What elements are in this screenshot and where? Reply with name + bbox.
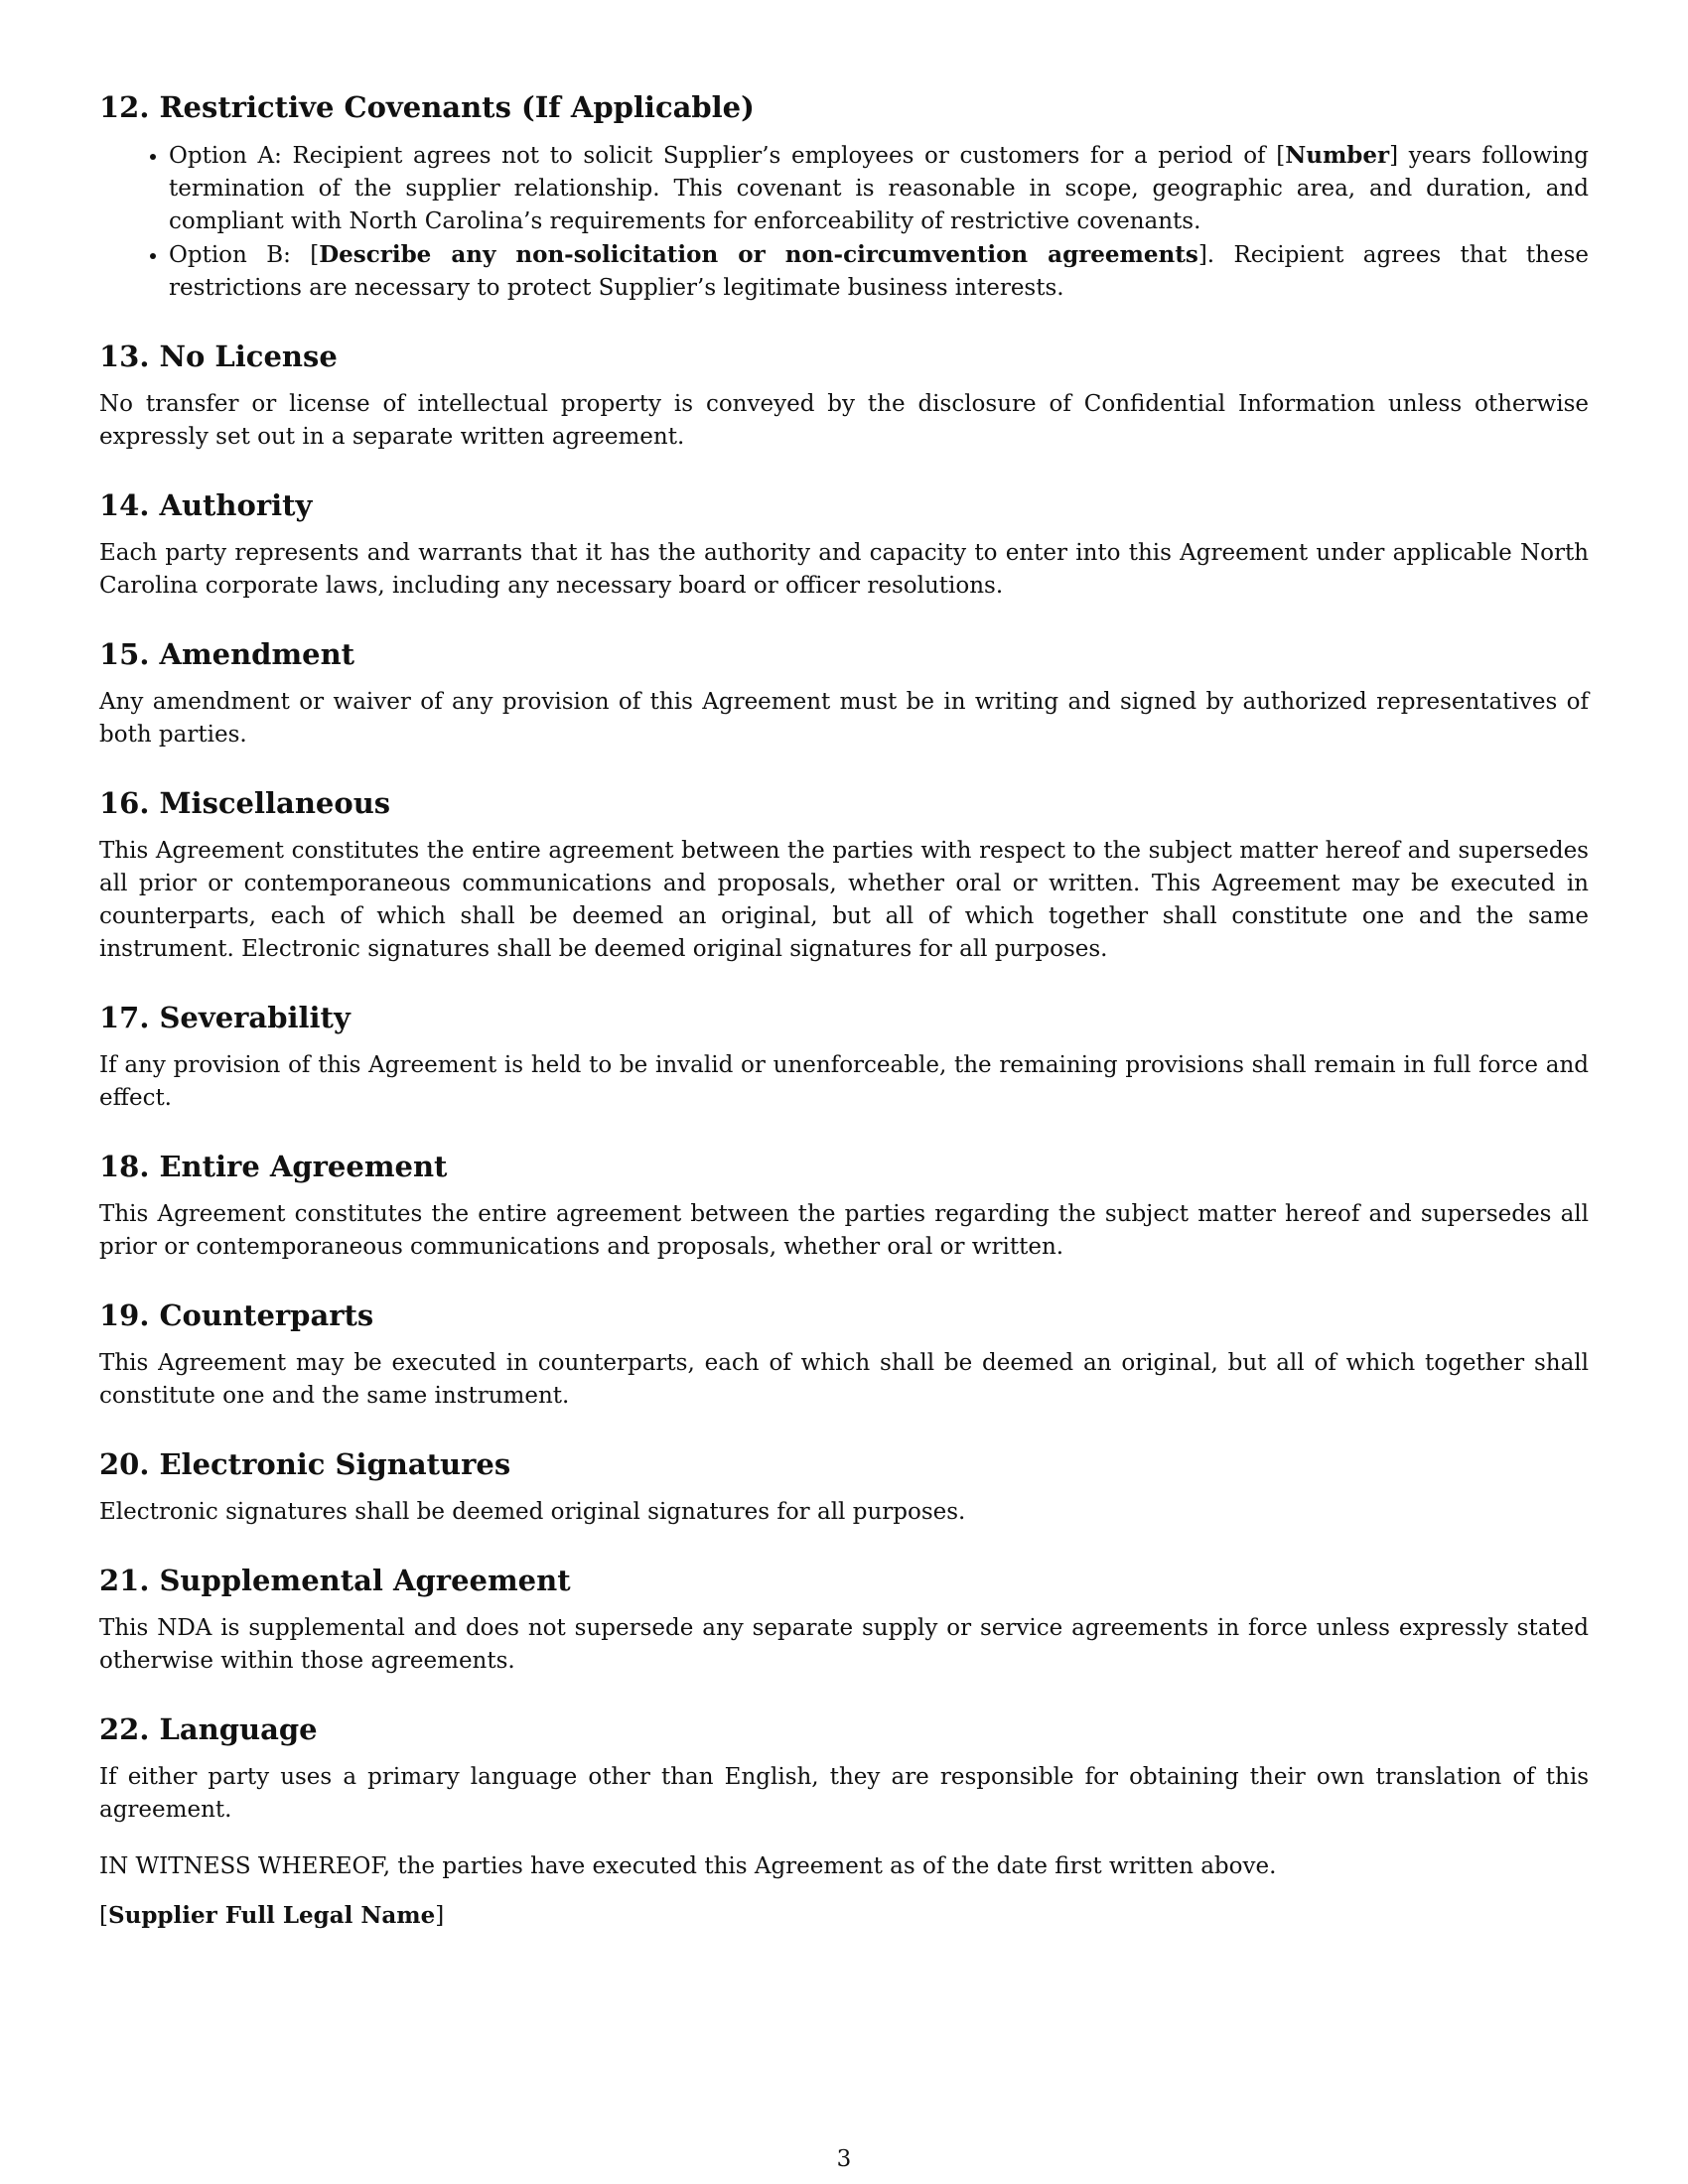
- section-body: Any amendment or waiver of any provision of this Agreement must be in writing and signed by authorized representatives of both parties.: [99, 689, 1589, 748]
- section-body: Electronic signatures shall be deemed original signatures for all purposes.: [99, 1499, 966, 1525]
- section-heading: 16. Miscellaneous: [99, 786, 391, 820]
- document-page: [99, 87, 1589, 1933]
- section-body: Each party represents and warrants that it has the authority and capacity to enter into this Agreement under applicable North Carolina corporate laws, including any necessary board or officer resolutions.: [99, 540, 1589, 599]
- section-17: [99, 998, 1589, 1115]
- section-heading: 22. Language: [99, 1712, 318, 1746]
- section-20: [99, 1444, 1589, 1529]
- section-body: This Agreement constitutes the entire agreement between the parties with respect to the subject matter hereof and supersedes all prior or contemporaneous communications and proposals, whether oral or written. This Agreement may be executed in counterparts, each of which shall be deemed an original, but all of which together shall constitute one and the same instrument. Electronic signatures shall be deemed original signatures for all purposes.: [99, 838, 1589, 962]
- page-number: 3: [836, 2146, 852, 2172]
- section-22: [99, 1709, 1589, 1827]
- section-body: This Agreement may be executed in counterparts, each of which shall be deemed an original, but all of which together shall constitute one and the same instrument.: [99, 1350, 1589, 1409]
- section-heading: 12. Restrictive Covenants (If Applicable): [99, 90, 755, 124]
- section-heading: 14. Authority: [99, 488, 313, 522]
- section-heading: 15. Amendment: [99, 637, 355, 671]
- section-heading: 17. Severability: [99, 1001, 351, 1034]
- section-12: [99, 87, 1589, 305]
- witness-clause: IN WITNESS WHEREOF, the parties have executed this Agreement as of the date first written above.: [99, 1853, 1277, 1879]
- section-body: If either party uses a primary language other than English, they are responsible for obtaining their own translation of this agreement.: [99, 1764, 1589, 1823]
- list-item: • Option A: Recipient agrees not to solicit Supplier’s employees or customers for a period of [Number] years following termination of the supplier relationship. This covenant is reasonable in scope, geographic area, and duration, and compliant with North Carolina’s requirements for enforceability of restrictive covenants.: [169, 139, 1589, 238]
- section-19: [99, 1296, 1589, 1413]
- section-18: [99, 1147, 1589, 1264]
- section-heading: 13. No License: [99, 340, 338, 373]
- list-item: • Option B: [Describe any non-solicitation or non-circumvention agreements]. Recipient agrees that these restrictions are necessary to protect Supplier’s legitimate business interests.: [169, 238, 1589, 305]
- section-body: This Agreement constitutes the entire agreement between the parties regarding the subject matter hereof and supersedes all prior or contemporaneous communications and proposals, whether oral or written.: [99, 1201, 1589, 1260]
- section-14: [99, 485, 1589, 603]
- supplier-signature-name: [Supplier Full Legal Name]: [99, 1902, 445, 1929]
- section-heading: 20. Electronic Signatures: [99, 1447, 511, 1481]
- section-21: [99, 1561, 1589, 1678]
- section-heading: 18. Entire Agreement: [99, 1150, 448, 1183]
- section-body: No transfer or license of intellectual property is conveyed by the disclosure of Confidential Information unless otherwise expressly set out in a separate written agreement.: [99, 391, 1589, 450]
- section-heading: 21. Supplemental Agreement: [99, 1564, 571, 1597]
- section-16: [99, 783, 1589, 966]
- section-15: [99, 634, 1589, 751]
- section-heading: 19. Counterparts: [99, 1298, 374, 1332]
- section-13: [99, 337, 1589, 454]
- section-body: If any provision of this Agreement is held to be invalid or unenforceable, the remaining provisions shall remain in full force and effect.: [99, 1052, 1589, 1111]
- section-body: This NDA is supplemental and does not supersede any separate supply or service agreements in force unless expressly stated otherwise within those agreements.: [99, 1615, 1589, 1674]
- bullet-list: [99, 139, 1589, 305]
